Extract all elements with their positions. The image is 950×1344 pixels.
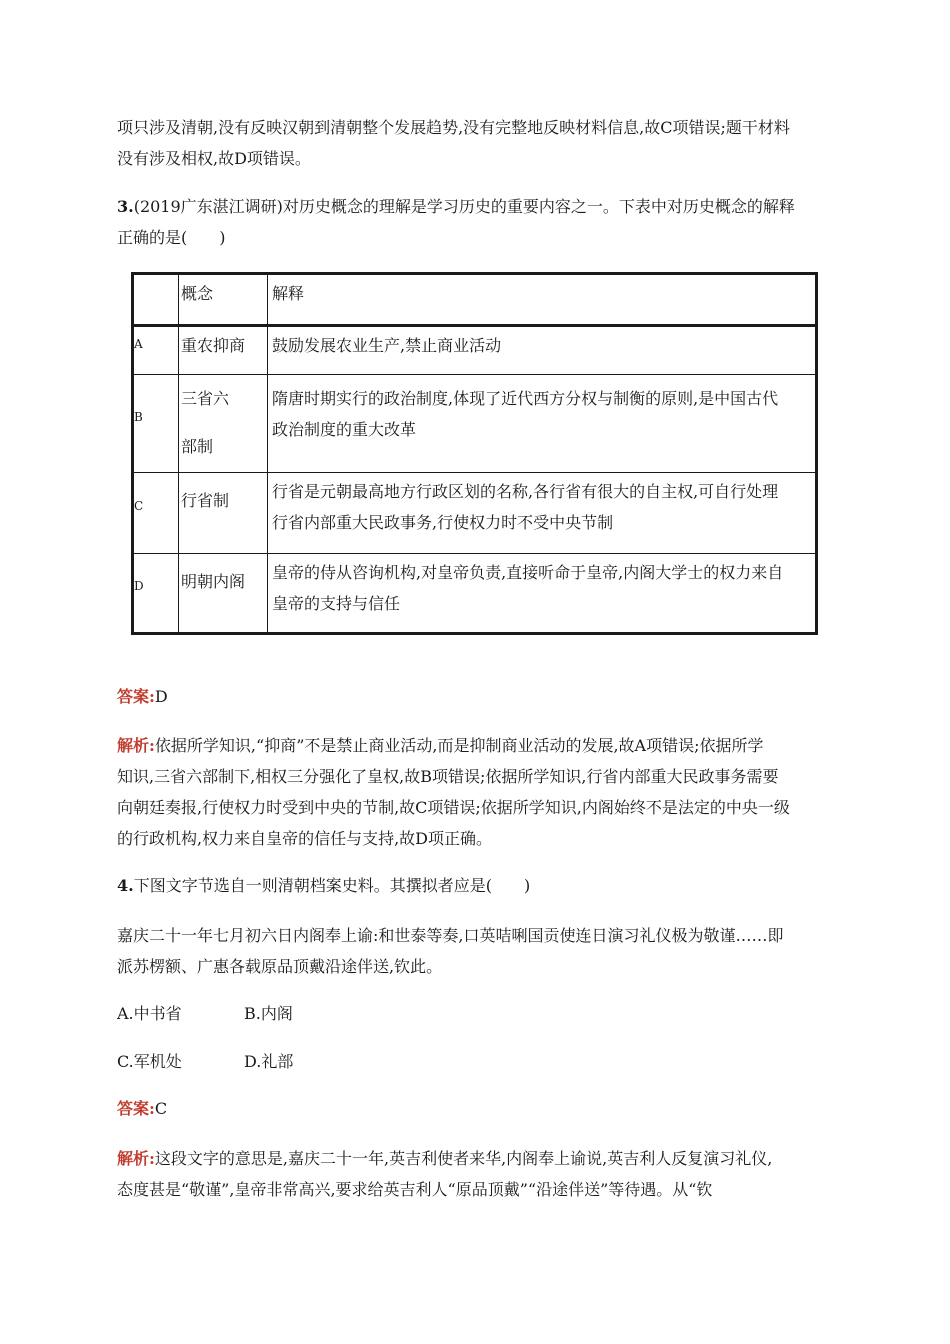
header-explanation-cell: 解释 <box>268 274 817 326</box>
analysis-line-4: 的行政机构,权力来自皇帝的信任与支持,故D项正确。 <box>117 829 493 848</box>
option-c: C.军机处 <box>117 1052 182 1071</box>
question-4-quote <box>117 920 837 982</box>
table-row-d <box>133 554 817 634</box>
row-c-explanation-line-2: 行省内部重大民政事务,行使权力时不受中央节制 <box>272 513 614 532</box>
row-a-key: A <box>133 326 179 375</box>
row-d-explanation <box>268 554 817 634</box>
continuation-line-2: 没有涉及相权,故D项错误。 <box>117 149 311 168</box>
question-4-answer <box>117 1093 837 1124</box>
row-b-explanation-line-1: 隋唐时期实行的政治制度,体现了近代西方分权与制衡的原则,是中国古代 <box>272 389 779 408</box>
row-b-key: B <box>133 375 179 473</box>
row-a-concept: 重农抑商 <box>179 326 268 375</box>
question-4-stem-text: 下图文字节选自一则清朝档案史料。其撰拟者应是( ) <box>133 876 531 895</box>
row-a-explanation: 鼓励发展农业生产,禁止商业活动 <box>268 326 817 375</box>
question-4-number: 4. <box>117 876 134 895</box>
option-b: B.内阁 <box>244 1004 293 1023</box>
analysis-line-1: 依据所学知识,“抑商”不是禁止商业活动,而是抑制商业活动的发展,故A项错误;依据所学 <box>154 736 764 755</box>
row-b-concept <box>179 375 268 473</box>
table-row-b <box>133 375 817 473</box>
row-d-key: D <box>133 554 179 634</box>
row-c-concept: 行省制 <box>179 473 268 554</box>
row-d-explanation-line-1: 皇帝的侍从咨询机构,对皇帝负责,直接听命于皇帝,内阁大学士的权力来自 <box>272 563 784 582</box>
question-3-answer <box>117 681 837 712</box>
row-b-concept-line-1: 三省六 <box>181 389 230 408</box>
table-row-a <box>133 326 817 375</box>
question-3-number: 3. <box>117 197 134 216</box>
header-key-cell <box>133 274 179 326</box>
question-4-stem <box>117 870 837 901</box>
row-b-explanation-line-2: 政治制度的重大改革 <box>272 420 417 439</box>
row-d-explanation-line-2: 皇帝的支持与信任 <box>272 594 401 613</box>
analysis-line-1: 这段文字的意思是,嘉庆二十一年,英吉利使者来华,内阁奉上谕说,英吉利人反复演习礼仪, <box>154 1149 773 1168</box>
question-3-stem-line-2: 正确的是( ) <box>117 228 226 247</box>
answer-value: C <box>154 1099 168 1118</box>
analysis-line-2: 态度甚是“敬谨”,皇帝非常高兴,要求给英吉利人“原品顶戴”“沿途伴送”等待遇。从“钦 <box>117 1180 713 1199</box>
answer-label: 答案: <box>117 1099 155 1118</box>
continuation-text <box>117 112 837 174</box>
option-d: D.礼部 <box>244 1052 294 1071</box>
question-4-analysis <box>117 1143 837 1205</box>
concept-table <box>131 272 818 635</box>
row-c-explanation <box>268 473 817 554</box>
row-c-key: C <box>133 473 179 554</box>
option-a: A.中书省 <box>117 1004 182 1023</box>
table-row-c <box>133 473 817 554</box>
continuation-line-1: 项只涉及清朝,没有反映汉朝到清朝整个发展趋势,没有完整地反映材料信息,故C项错误;题干材料 <box>117 118 790 137</box>
question-3-analysis <box>117 730 837 854</box>
answer-label: 答案: <box>117 687 155 706</box>
table-header-row <box>133 274 817 326</box>
row-d-concept: 明朝内阁 <box>179 554 268 634</box>
header-concept-cell: 概念 <box>179 274 268 326</box>
question-3-stem <box>117 191 837 253</box>
row-c-explanation-line-1: 行省是元朝最高地方行政区划的名称,各行省有很大的自主权,可自行处理 <box>272 482 779 501</box>
analysis-line-3: 向朝廷奏报,行使权力时受到中央的节制,故C项错误;依据所学知识,内阁始终不是法定的中央一级 <box>117 798 790 817</box>
row-b-concept-line-2: 部制 <box>181 437 214 456</box>
answer-value: D <box>154 687 168 706</box>
analysis-label: 解析: <box>117 736 155 755</box>
row-b-explanation <box>268 375 817 473</box>
analysis-label: 解析: <box>117 1149 155 1168</box>
question-3-stem-line-1: (2019广东湛江调研)对历史概念的理解是学习历史的重要内容之一。下表中对历史概念的解释 <box>133 197 795 216</box>
analysis-line-2: 知识,三省六部制下,相权三分强化了皇权,故B项错误;依据所学知识,行省内部重大民政事务需要 <box>117 767 779 786</box>
quote-line-2: 派苏楞额、广惠各载原品顶戴沿途伴送,钦此。 <box>117 957 443 976</box>
quote-line-1: 嘉庆二十一年七月初六日内阁奉上谕:和世泰等奏,口英咭唎国贡使连日演习礼仪极为敬谨……即 <box>117 926 784 945</box>
